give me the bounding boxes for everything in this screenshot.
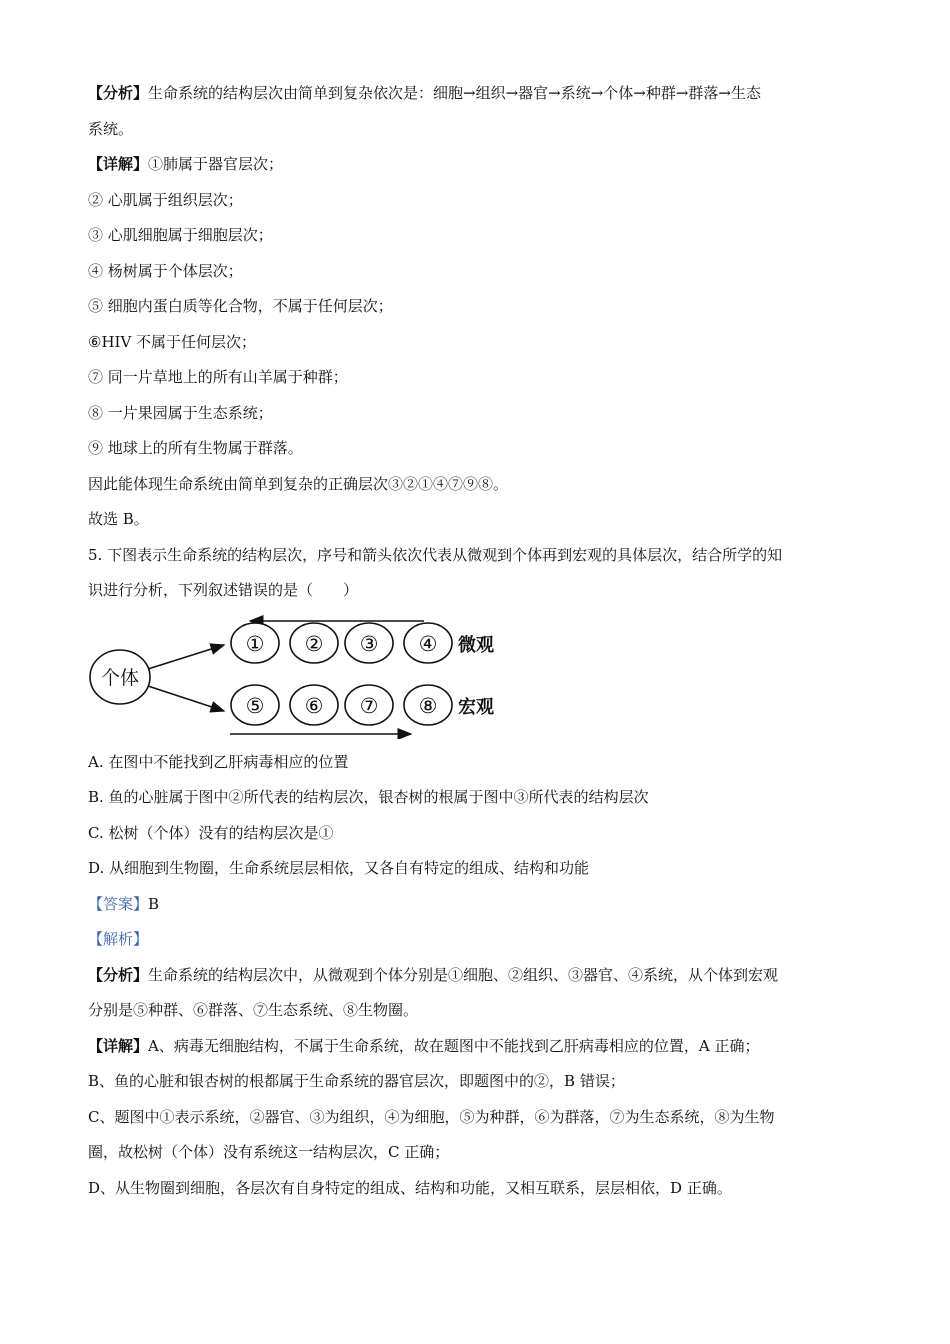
q5-detail-c1: C、题图中①表示系统，②器官、③为组织，④为细胞，⑤为种群，⑥为群落，⑦为生态系统，⑧为生物	[88, 1107, 775, 1126]
hierarchy-diagram	[88, 611, 528, 739]
micro-level-1-label: ①	[245, 631, 265, 656]
micro-level-4-label: ④	[418, 631, 438, 656]
micro-label: 微观	[458, 634, 494, 656]
micro-level-3-label: ③	[359, 631, 379, 656]
detail-item: ③ 心肌细胞属于细胞层次；	[88, 226, 273, 244]
q5-analysis-text: 生命系统的结构层次中，从微观到个体分别是①细胞、②组织、③器官、④系统，从个体到宏观	[148, 965, 779, 984]
macro-level-6-label: ⑥	[304, 693, 324, 718]
macro-level-8-label: ⑧	[418, 693, 438, 718]
answer-tag: 【答案】	[88, 894, 149, 913]
q5-detail-c2: 圈，故松树（个体）没有系统这一结构层次，C 正确；	[88, 1143, 450, 1161]
macro-label: 宏观	[458, 696, 494, 718]
q5-detail-a: A、病毒无细胞结构，不属于生命系统，故在题图中不能找到乙肝病毒相应的位置，A 正确；	[148, 1036, 760, 1055]
analysis-text: 生命系统的结构层次由简单到复杂依次是：细胞→组织→器官→系统→个体→种群→群落→生态	[148, 84, 761, 102]
detail-tag: 【详解】	[88, 155, 149, 173]
question-stem-line1: 5. 下图表示生命系统的结构层次，序号和箭头依次代表从微观到个体再到宏观的具体层次，结合所学的知	[88, 545, 783, 564]
choice-text: 故选 B。	[88, 510, 149, 528]
q5-analysis-line1	[88, 958, 868, 994]
answer-line	[88, 887, 868, 923]
analysis-tag: 【分析】	[88, 84, 149, 102]
option-b: B. 鱼的心脏属于图中②所代表的结构层次，银杏树的根属于图中③所代表的结构层次	[88, 788, 649, 806]
macro-level-5-label: ⑤	[245, 693, 265, 718]
individual-label: 个体	[100, 666, 140, 689]
analysis-paragraph	[88, 76, 868, 112]
detail-item: ⑧ 一片果园属于生态系统；	[88, 403, 273, 422]
hierarchy-diagram-svg	[88, 611, 528, 739]
q5-detail-tag: 【详解】	[88, 1036, 149, 1055]
q5-detail-d: D、从生物圈到细胞，各层次有自身特定的组成、结构和功能，又相互联系，层层相依，D 正确。	[88, 1178, 732, 1197]
arrow-to-macro	[148, 686, 224, 711]
micro-level-2-label: ②	[304, 631, 324, 656]
detail-first-item: ①肺属于器官层次；	[148, 155, 284, 173]
q5-analysis-tag: 【分析】	[88, 965, 149, 984]
detail-item: ② 心肌属于组织层次；	[88, 190, 243, 209]
q5-detail-a-line	[88, 1029, 868, 1065]
answer-value: B	[148, 894, 160, 913]
detail-item: ④ 杨树属于个体层次；	[88, 261, 243, 280]
detail-item: ⑥HIV 不属于任何层次；	[88, 332, 257, 351]
detail-item: ⑨ 地球上的所有生物属于群落。	[88, 439, 303, 457]
analysis-continuation: 系统。	[88, 119, 134, 138]
q5-detail-b: B、鱼的心脏和银杏树的根都属于生命系统的器官层次，即题图中的②，B 错误；	[88, 1072, 625, 1090]
explain-tag: 【解析】	[88, 930, 149, 948]
question-stem-line2: 识进行分析，下列叙述错误的是（ ）	[88, 581, 359, 599]
option-d: D. 从细胞到生物圈，生命系统层层相依，又各自有特定的组成、结构和功能	[88, 859, 590, 877]
detail-paragraph	[88, 147, 868, 183]
q5-analysis-line2: 分别是⑤种群、⑥群落、⑦生态系统、⑧生物圈。	[88, 1001, 419, 1019]
option-c: C. 松树（个体）没有的结构层次是①	[88, 823, 334, 842]
arrow-to-micro	[148, 645, 224, 669]
detail-item: ⑤ 细胞内蛋白质等化合物，不属于任何层次；	[88, 297, 393, 315]
macro-level-7-label: ⑦	[359, 693, 379, 718]
detail-item: ⑦ 同一片草地上的所有山羊属于种群；	[88, 368, 348, 386]
option-a: A. 在图中不能找到乙肝病毒相应的位置	[88, 752, 349, 771]
conclusion-text: 因此能体现生命系统由简单到复杂的正确层次③②①④⑦⑨⑧。	[88, 474, 509, 493]
document-page	[88, 76, 868, 1206]
